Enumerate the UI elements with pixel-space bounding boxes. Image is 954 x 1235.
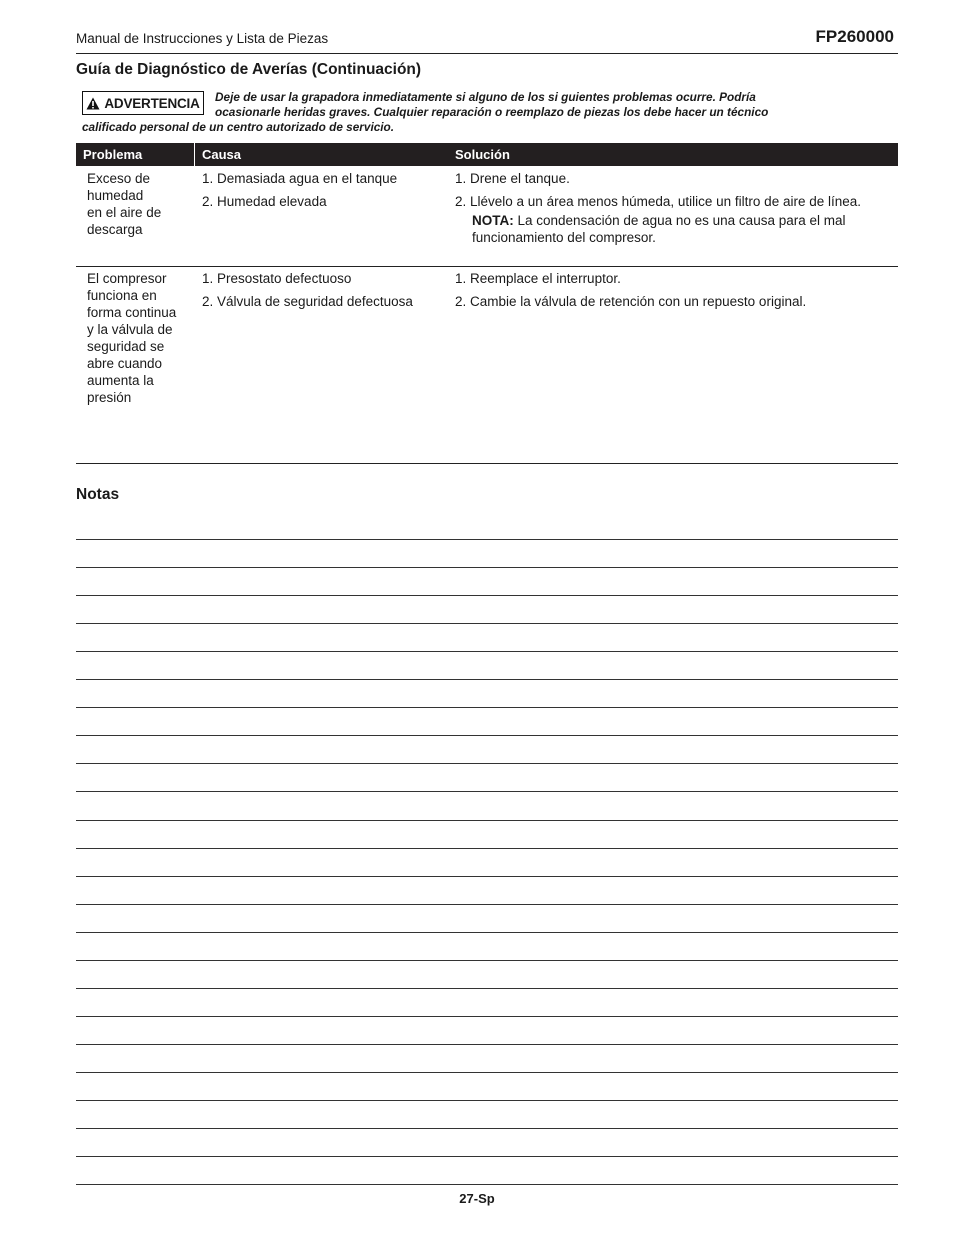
column-header-solucion: Solución: [455, 147, 510, 162]
note-line: [76, 735, 898, 736]
notes-title: Notas: [76, 486, 120, 503]
note-line: [76, 791, 898, 792]
note-line: [76, 567, 898, 568]
cause-item: 1. Demasiada agua en el tanque: [202, 171, 398, 186]
note-line: [76, 623, 898, 624]
problem-line: El compresor: [87, 271, 167, 286]
note-line: [76, 1184, 898, 1185]
header-manual-title: Manual de Instrucciones y Lista de Piezas: [76, 31, 329, 46]
warning-triangle-icon: [86, 97, 100, 110]
note-line: [76, 1100, 898, 1101]
warning-badge-label: ADVERTENCIA: [104, 95, 200, 111]
problem-line: descarga: [87, 222, 143, 237]
solution-item: 2. Cambie la válvula de retención con un repuesto original.: [455, 294, 807, 309]
cause-item: 1. Presostato defectuoso: [202, 271, 352, 286]
solution-item: 1. Drene el tanque.: [455, 171, 570, 186]
section-title: Guía de Diagnóstico de Averías (Continuación): [76, 61, 422, 78]
warning-line-1: Deje de usar la grapadora inmediatamente si alguno de los si guientes problemas ocurre. Podría: [215, 90, 756, 104]
problem-line: presión: [87, 390, 132, 405]
problem-line: forma continua: [87, 305, 177, 320]
note-line: [76, 960, 898, 961]
note-label: NOTA:: [472, 213, 514, 228]
header-divider-line: [194, 143, 195, 166]
note-line: [76, 539, 898, 540]
note-line: [76, 988, 898, 989]
problem-line: y la válvula de: [87, 322, 173, 337]
note-line: [76, 763, 898, 764]
page-number: 27-Sp: [459, 1191, 495, 1206]
note-line: [76, 1128, 898, 1129]
note-line: [76, 904, 898, 905]
table-header: [76, 143, 898, 166]
problem-cell: [87, 170, 195, 238]
problem-line: humedad: [87, 188, 144, 203]
note-line: [76, 1156, 898, 1157]
cause-item: 2. Válvula de seguridad defectuosa: [202, 294, 413, 309]
note-line: [76, 1016, 898, 1017]
problem-line: Exceso de: [87, 171, 151, 186]
solution-cell: [455, 170, 875, 246]
warning-line-2: ocasionarle heridas graves. Cualquier reparación o reemplazo de piezas los debe hacer un técnico: [215, 105, 769, 119]
note-line: [76, 651, 898, 652]
row-divider: [76, 266, 898, 267]
table-bottom-divider: [76, 463, 898, 464]
warning-badge: [82, 91, 204, 115]
problem-line: funciona en: [87, 288, 157, 303]
problem-line: en el aire de: [87, 205, 162, 220]
solution-item: 2. Llévelo a un área menos húmeda, utilice un filtro de aire de línea.: [455, 194, 862, 209]
solution-cell: [455, 270, 875, 316]
note-line: [76, 876, 898, 877]
note-line: [76, 820, 898, 821]
problem-line: abre cuando: [87, 356, 163, 371]
note-text: [455, 212, 875, 246]
header-model-number: FP260000: [815, 27, 894, 46]
warning-line-3: calificado personal de un centro autorizado de servicio.: [82, 120, 395, 134]
cause-cell: [202, 170, 447, 216]
note-line: [76, 1044, 898, 1045]
note-line: [76, 1072, 898, 1073]
problem-line: aumenta la: [87, 373, 154, 388]
note-line: [76, 932, 898, 933]
note-line: [76, 679, 898, 680]
column-header-causa: Causa: [202, 147, 242, 162]
cause-cell: [202, 270, 447, 316]
problem-cell: [87, 270, 197, 406]
column-header-problema: Problema: [83, 147, 143, 162]
problem-line: seguridad se: [87, 339, 165, 354]
header-divider: [76, 53, 898, 54]
note-body: La condensación de agua no es una causa para el mal funcionamiento del compresor.: [472, 213, 846, 245]
note-line: [76, 848, 898, 849]
note-line: [76, 707, 898, 708]
cause-item: 2. Humedad elevada: [202, 194, 327, 209]
note-line: [76, 595, 898, 596]
solution-item: 1. Reemplace el interruptor.: [455, 271, 621, 286]
